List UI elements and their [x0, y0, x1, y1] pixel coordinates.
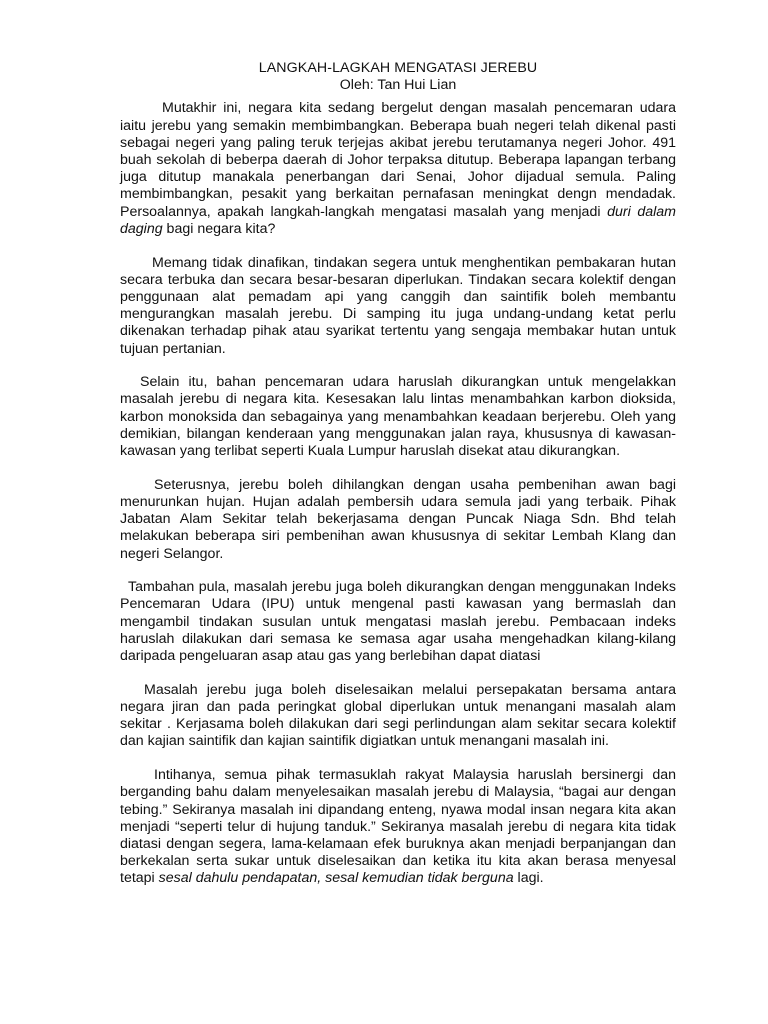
idiom-text: duri dalam daging [120, 203, 676, 237]
paragraph-text: bagi negara kita? [162, 220, 276, 237]
paragraph-conclusion [120, 767, 676, 887]
paragraph-body-3: Seterusnya, jerebu boleh dihilangkan dengan usaha pembenihan awan bagi menurunkan hujan. Hujan adalah pembersih udara semula jadi yang terbaik. Pihak Jabatan Alam Sekitar telah bekerjasama dengan Puncak Niaga Sdn. Bhd telah melakukan beberapa siri pembenihan awan khususnya di sekitar Lembah Klang dan negeri Selangor. [120, 476, 676, 562]
paragraph-body-5: Masalah jerebu juga boleh diselesaikan melalui persepakatan bersama antara negara jiran dan pada peringkat global diperlukan untuk menangani masalah alam sekitar . Kerjasama boleh dilakukan dari segi perlindungan alam sekitar secara kolektif dan kajian saintifik dan kajian saintifik digiatkan untuk menangani masalah ini. [120, 681, 676, 750]
paragraph-introduction [120, 100, 676, 238]
document-author: Oleh: Tan Hui Lian [339, 77, 457, 94]
document-title: LANGKAH-LAGKAH MENGATASI JEREBU [258, 60, 538, 76]
paragraph-body-1: Memang tidak dinafikan, tindakan segera untuk menghentikan pembakaran hutan secara terbuka dan secara besar-besaran diperlukan. Tindakan secara kolektif dengan penggunaan alat pemadam api yang canggih dan saintifik boleh membantu mengurangkan masalah jerebu. Di samping itu juga undang-undang ketat perlu dikenakan terhadap pihak atau syarikat tertentu yang sengaja membakar hutan untuk tujuan pertanian. [120, 254, 676, 357]
paragraph-text: lagi. [513, 870, 544, 887]
document-page [120, 60, 676, 888]
paragraph-text: Mutakhir ini, negara kita sedang bergelut dengan masalah pencemaran udara iaitu jerebu yang semakin membimbangkan. Beberapa buah negeri telah dikenal pasti sebagai negeri yang paling teruk terjejas akibat jerebu terutamanya negeri Johor. 491 buah sekolah di beberpa daerah di Johor terpaksa ditutup. Beberapa lapangan terbang juga ditutup manakala penerbangan dari Senai, Johor dijadual semula. Paling membimbangkan, pesakit yang berkaitan pernafasan meningkat dengn mendadak. Persoalannya, apakah langkah-langkah mengatasi masalah yang menjadi [120, 100, 676, 220]
paragraph-body-2: Selain itu, bahan pencemaran udara haruslah dikurangkan untuk mengelakkan masalah jerebu di negara kita. Kesesakan lalu lintas menambahkan karbon dioksida, karbon monoksida dan sebagainya yang menambahkan keadaan berjerebu. Oleh yang demikian, bilangan kenderaan yang menggunakan jalan raya, khususnya di kawasan-kawasan yang terlibat seperti Kuala Lumpur haruslah disekat atau dikurangkan. [120, 374, 676, 460]
paragraph-body-4: Tambahan pula, masalah jerebu juga boleh dikurangkan dengan menggunakan Indeks Pencemaran Udara (IPU) untuk mengenal pasti kawasan yang bermaslah dan mengambil tindakan susulan untuk mengatasi maslah jerebu. Pembacaan indeks haruslah dilakukan dari semasa ke semasa agar usaha mengehadkan kilang-kilang daripada pengeluaran asap atau gas yang berlebihan dapat diatasi [120, 579, 676, 665]
idiom-text: sesal dahulu pendapatan, sesal kemudian tidak berguna [158, 870, 514, 887]
paragraph-text: Intihanya, semua pihak termasuklah rakyat Malaysia haruslah bersinergi dan berganding bahu dalam menyelesaikan masalah jerebu di Malaysia, “bagai aur dengan tebing.” Sekiranya masalah ini dipandang enteng, nyawa modal insan negara kita akan menjadi “seperti telur di hujung tanduk.” Sekiranya masalah jerebu di negara kita tidak diatasi dengan segera, lama-kelamaan efek buruknya akan menjadi berpanjangan dan berkekalan serta sukar untuk diselesaikan dan ketika itu kita akan berasa menyesal tetapi [120, 767, 676, 887]
